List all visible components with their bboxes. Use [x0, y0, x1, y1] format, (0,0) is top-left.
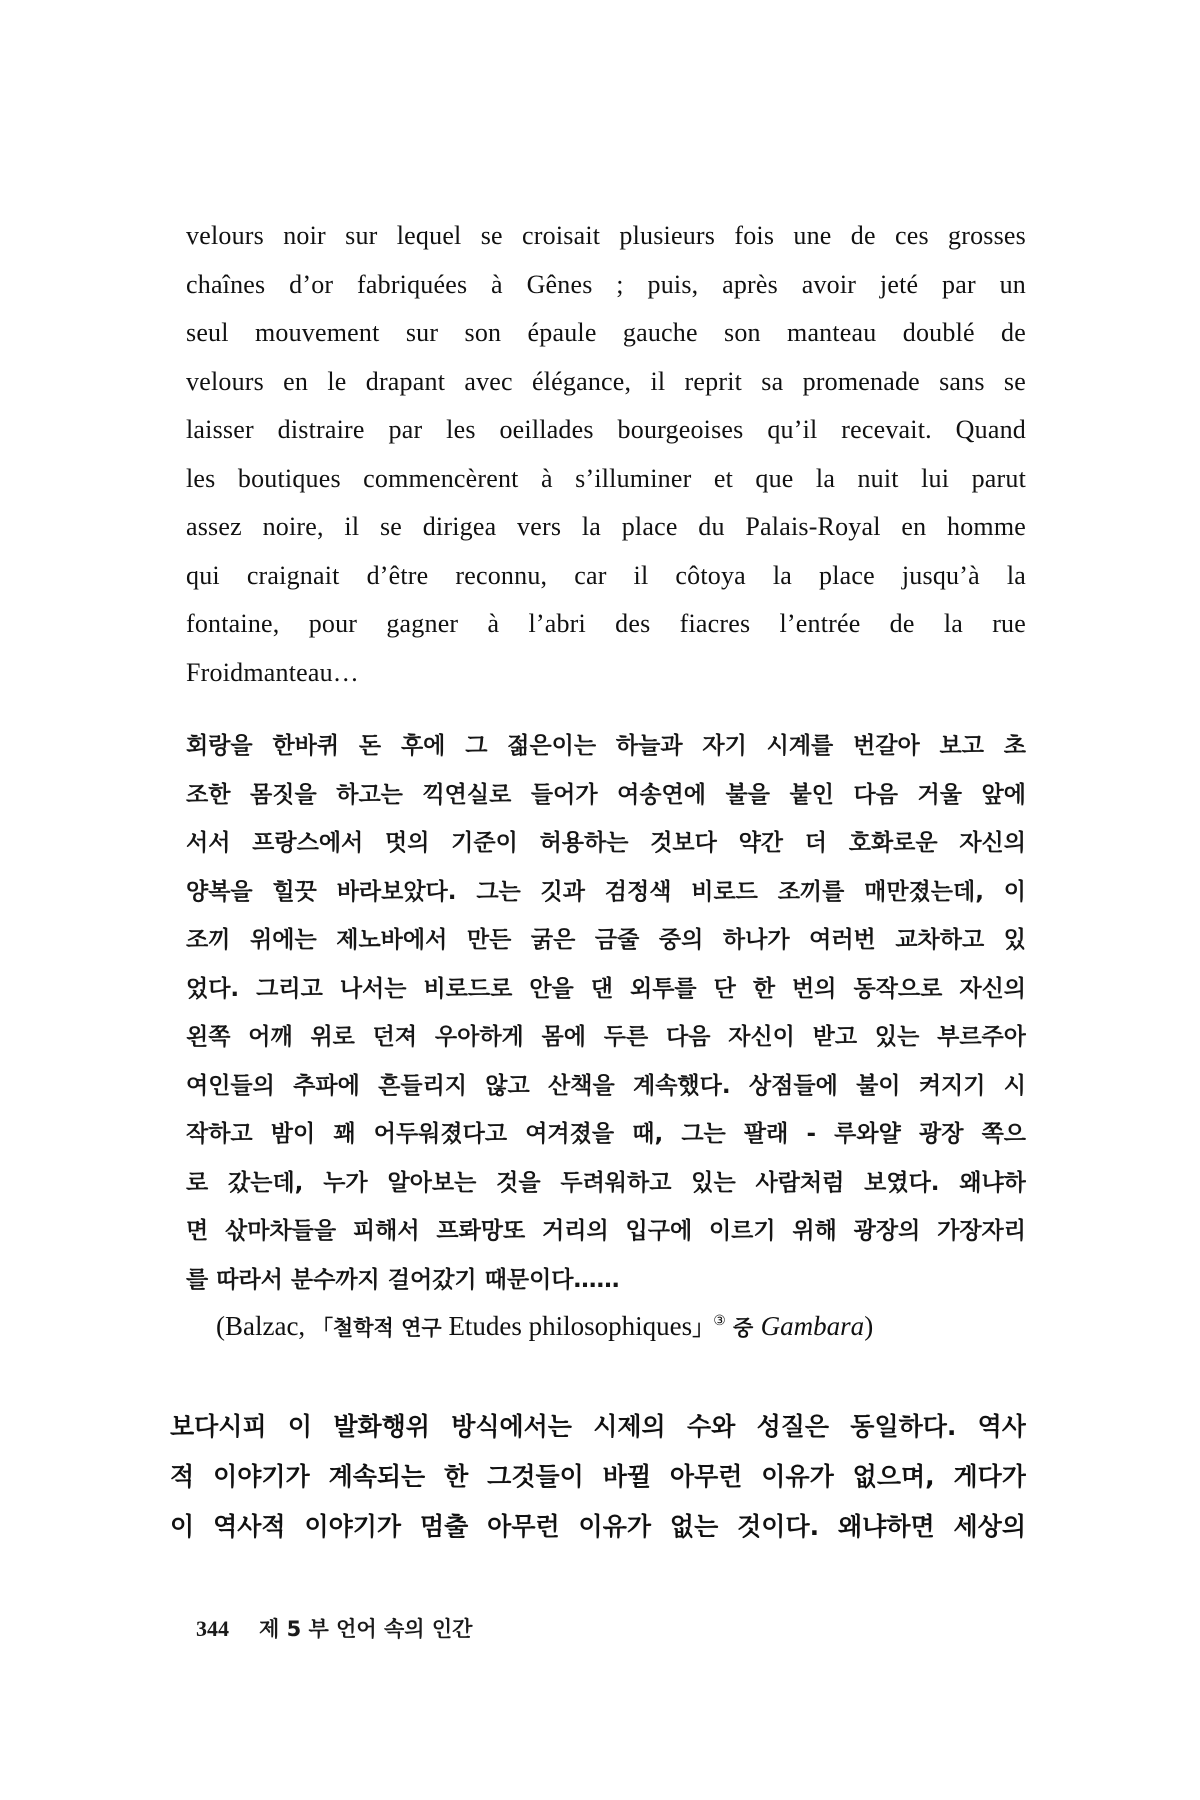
body-text-line: 적 이야기가 계속되는 한 그것들이 바뀔 아무런 이유가 없으며, 게다가 — [170, 1462, 1026, 1491]
french-text-line: les boutiques commencèrent à s’illuminer et que la nuit lui parut — [186, 463, 1026, 493]
footnote-marker: ③ — [713, 1314, 726, 1329]
body-text — [170, 1402, 1026, 1552]
citation-close-bracket: 」 — [692, 1316, 714, 1340]
french-text-line: assez noire, il se dirigea vers la place du Palais-Royal en homme — [186, 512, 1026, 541]
citation-open: (Balzac, — [216, 1311, 312, 1341]
page-number: 344 — [196, 1616, 229, 1641]
citation-korean-title: 「철학적 연구 — [311, 1316, 442, 1340]
korean-text-line: 면 삯마차들을 피해서 프롸망또 거리의 입구에 이르기 위해 광장의 가장자리 — [186, 1218, 1026, 1244]
korean-text-line: 조끼 위에는 제노바에서 만든 굵은 금줄 중의 하나가 여러번 교차하고 있 — [186, 927, 1026, 953]
french-text-line: velours en le drapant avec élégance, il reprit sa promenade sans se — [186, 366, 1026, 396]
french-text-line: chaînes d’or fabriquées à Gênes ; puis, après avoir jeté par un — [186, 269, 1026, 299]
korean-text-line: 로 갔는데, 누가 알아보는 것을 두려워하고 있는 사람처럼 보였다. 왜냐하 — [186, 1169, 1026, 1196]
korean-translation — [186, 722, 1026, 1304]
korean-text-line: 었다. 그리고 나서는 비로드로 안을 댄 외투를 단 한 번의 동작으로 자신의 — [186, 975, 1026, 1002]
citation-french-title: Etudes philosophiques — [441, 1311, 693, 1341]
french-text-line: fontaine, pour gagner à l’abri des fiacres l’entrée de la rue — [186, 609, 1026, 638]
body-text-line: 보다시피 이 발화행위 방식에서는 시제의 수와 성질은 동일하다. 역사 — [170, 1412, 1026, 1441]
french-quotation — [186, 212, 1026, 697]
french-text-line: velours noir sur lequel se croisait plusieurs fois une de ces grosses — [186, 221, 1026, 250]
korean-text-line: 여인들의 추파에 흔들리지 않고 산책을 계속했다. 상점들에 불이 켜지기 시 — [186, 1072, 1026, 1099]
korean-text-line: 왼쪽 어깨 위로 던져 우아하게 몸에 두른 다음 자신이 받고 있는 부르주아 — [186, 1024, 1026, 1050]
citation-close: ) — [864, 1311, 874, 1341]
korean-text-line: 조한 몸짓을 하고는 끽연실로 들어가 여송연에 불을 붙인 다음 거울 앞에 — [186, 781, 1026, 808]
source-citation — [216, 1300, 1026, 1350]
section-title: 제 5 부 언어 속의 인간 — [259, 1617, 473, 1641]
citation-work-title: Gambara — [760, 1311, 865, 1341]
korean-text-line: 를 따라서 분수까지 걸어갔기 때문이다…… — [186, 1266, 620, 1293]
korean-text-line: 작하고 밤이 꽤 어두워졌다고 여겨졌을 때, 그는 팔래 - 루와얄 광장 쪽으 — [186, 1121, 1026, 1147]
body-text-line: 이 역사적 이야기가 멈출 아무런 이유가 없는 것이다. 왜냐하면 세상의 — [170, 1512, 1026, 1541]
korean-text-line: 양복을 힐끗 바라보았다. 그는 깃과 검정색 비로드 조끼를 매만졌는데, 이 — [186, 878, 1026, 905]
korean-text-line: 회랑을 한바퀴 돈 후에 그 젊은이는 하늘과 자기 시계를 번갈아 보고 초 — [186, 733, 1026, 759]
page-footer — [196, 1613, 472, 1643]
french-text-line: Froidmanteau… — [186, 657, 360, 687]
citation-korean-connector: 중 — [725, 1316, 761, 1340]
french-text-line: qui craignait d’être reconnu, car il côtoya la place jusqu’à la — [186, 560, 1026, 590]
french-text-line: laisser distraire par les oeillades bourgeoises qu’il recevait. Quand — [186, 415, 1026, 444]
french-text-line: seul mouvement sur son épaule gauche son manteau doublé de — [186, 318, 1026, 347]
korean-text-line: 서서 프랑스에서 멋의 기준이 허용하는 것보다 약간 더 호화로운 자신의 — [186, 830, 1026, 856]
